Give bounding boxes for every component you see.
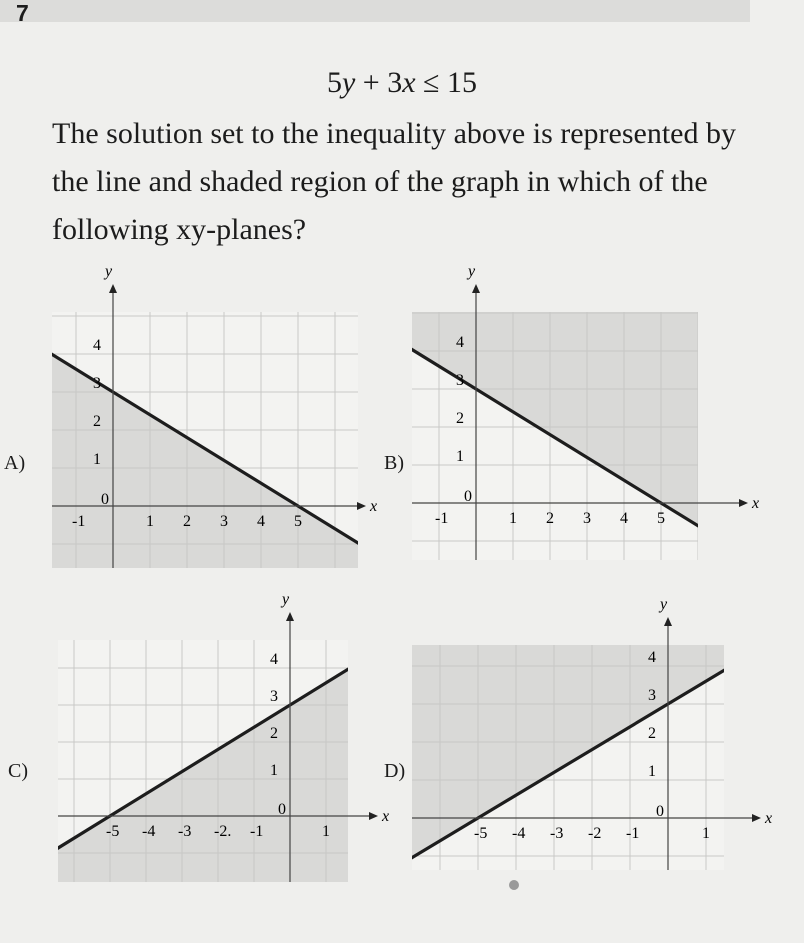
x-tick-label: 0: [101, 491, 109, 508]
option-b-label[interactable]: B): [384, 452, 404, 474]
option-d-label[interactable]: D): [384, 760, 406, 782]
x-tick-label: -2: [588, 825, 602, 842]
x-tick-label: 2: [183, 513, 191, 530]
x-tick-label: 5: [294, 513, 302, 530]
x-tick-label: -1: [72, 513, 86, 530]
x-tick-label: -2.: [214, 823, 232, 840]
y-tick-label: 2: [456, 410, 464, 427]
x-tick-label: 0: [278, 801, 286, 818]
y-tick-label: 4: [270, 651, 278, 668]
y-axis-label: y: [105, 263, 113, 280]
x-tick-label: 4: [257, 513, 265, 530]
x-tick-label: 2: [546, 510, 554, 527]
y-tick-label: 4: [648, 649, 656, 666]
x-tick-label: 1: [702, 825, 710, 842]
var-x: x: [402, 66, 416, 99]
y-tick-label: 2: [270, 725, 278, 742]
y-axis-label: y: [660, 596, 668, 613]
y-axis-label: y: [468, 263, 476, 280]
x-tick-label: -4: [142, 823, 156, 840]
x-tick-label: 4: [620, 510, 628, 527]
leq-sign: ≤: [423, 66, 440, 99]
x-axis-label: x: [765, 810, 773, 827]
x-tick-label: -1: [250, 823, 264, 840]
y-tick-label: 1: [270, 762, 278, 779]
x-tick-label: 0: [464, 488, 472, 505]
y-tick-label: 3: [456, 372, 464, 389]
y-tick-label: 4: [456, 334, 464, 351]
y-tick-label: 2: [648, 725, 656, 742]
option-c-label[interactable]: C): [8, 760, 28, 782]
x-axis-label: x: [370, 498, 378, 515]
x-tick-label: 1: [322, 823, 330, 840]
x-tick-label: -5: [474, 825, 488, 842]
var-y: y: [341, 66, 356, 99]
x-tick-label: 3: [583, 510, 591, 527]
question-prompt: The solution set to the inequality above is represented by the line and shaded region of the graph in which of the following xy-planes?: [52, 117, 736, 246]
x-tick-label: -5: [106, 823, 120, 840]
x-tick-label: 1: [146, 513, 154, 530]
y-tick-label: 3: [93, 375, 101, 392]
pen-mark: [509, 880, 519, 890]
plot-area: [326, 438, 804, 943]
x-tick-label: 0: [656, 803, 664, 820]
y-tick-label: 3: [648, 687, 656, 704]
x-tick-label: -3: [550, 825, 564, 842]
y-tick-label: 3: [270, 688, 278, 705]
y-tick-label: 1: [456, 448, 464, 465]
coef-5: 5: [326, 66, 342, 99]
x-axis-arrow: [752, 814, 761, 822]
coef-3: 3: [387, 66, 403, 99]
y-tick-label: 4: [93, 337, 101, 354]
x-tick-label: -4: [512, 825, 526, 842]
x-tick-label: -3: [178, 823, 192, 840]
y-tick-label: 2: [93, 413, 101, 430]
const-15: 15: [447, 66, 478, 99]
x-axis-label: x: [382, 808, 390, 825]
x-tick-label: -1: [626, 825, 640, 842]
x-tick-label: 3: [220, 513, 228, 530]
x-tick-label: 5: [657, 510, 665, 527]
y-tick-label: 1: [648, 763, 656, 780]
x-tick-label: 1: [509, 510, 517, 527]
question-number: 7: [16, 0, 29, 26]
y-axis-arrow: [664, 617, 672, 626]
y-tick-label: 1: [93, 451, 101, 468]
x-axis-label: x: [752, 495, 760, 512]
x-tick-label: -1: [435, 510, 449, 527]
y-axis-label: y: [282, 591, 290, 608]
option-a-label[interactable]: A): [4, 452, 26, 474]
plus-sign: +: [362, 66, 380, 99]
